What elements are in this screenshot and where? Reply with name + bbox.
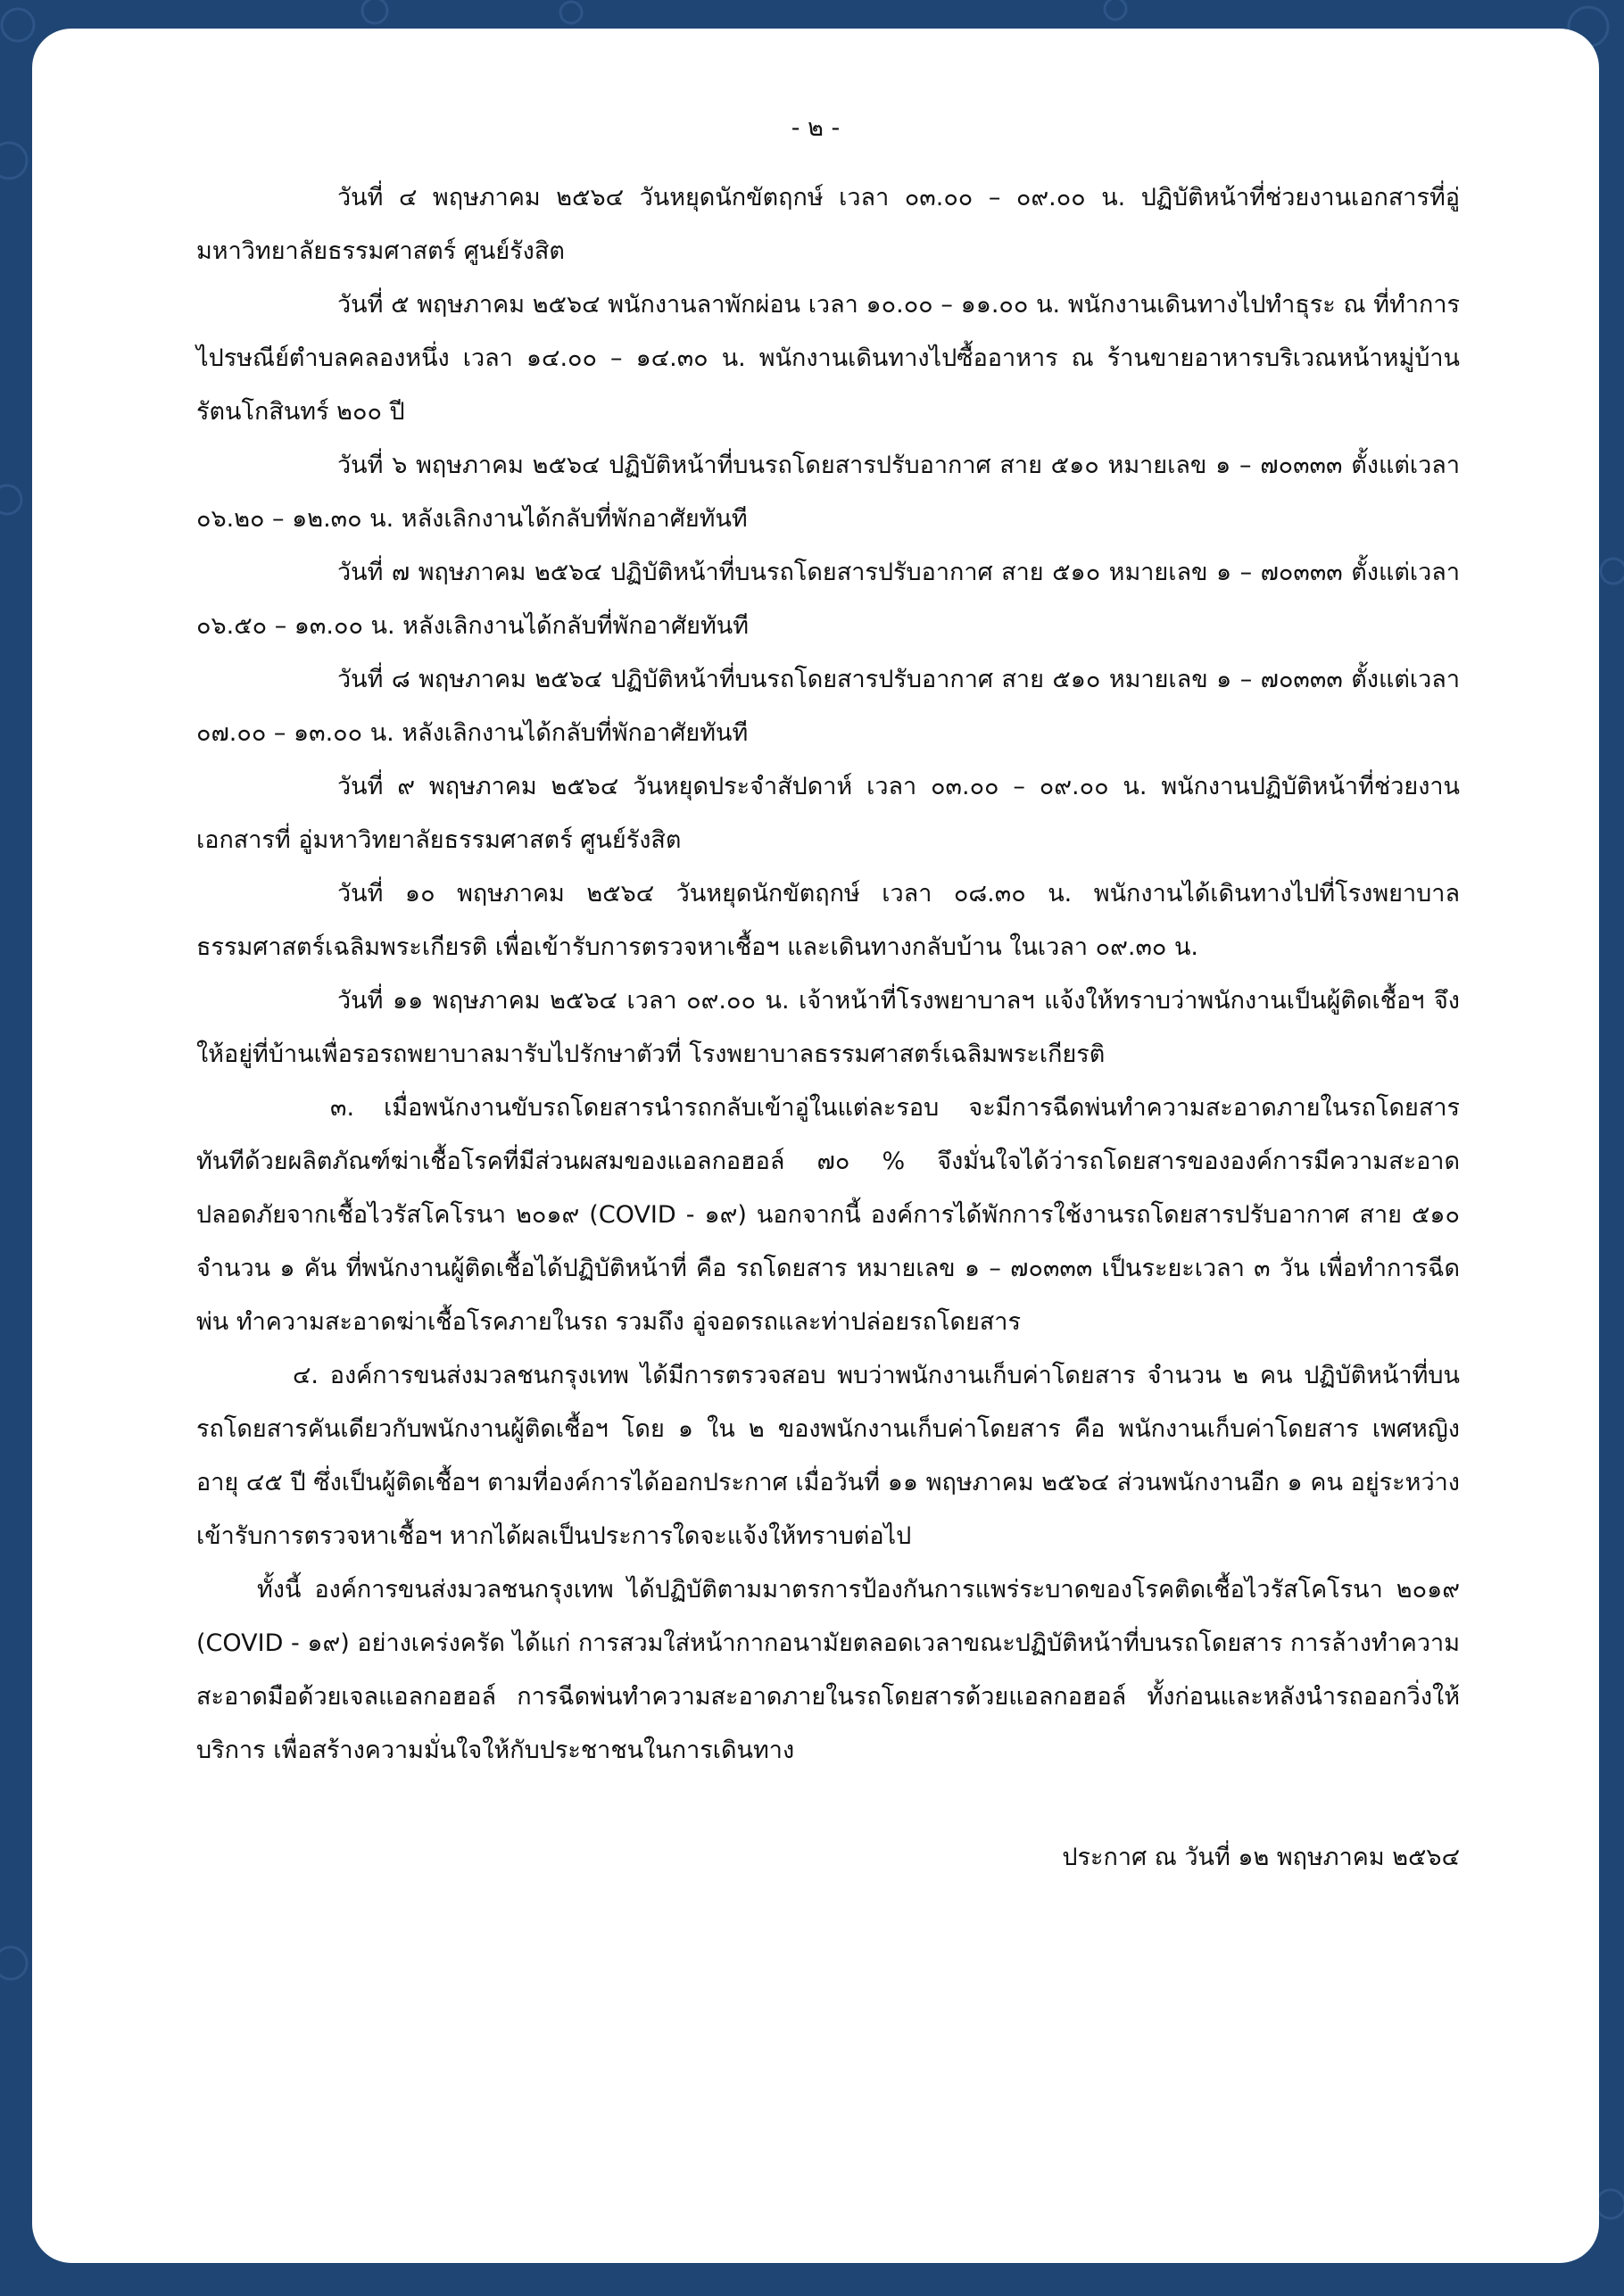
paragraph: วันที่ ๑๑ พฤษภาคม ๒๕๖๔ เวลา ๐๙.๐๐ น. เจ้าหน้าที่โรงพยาบาลฯ แจ้งให้ทราบว่าพนักงานเป็นผู้ติดเชื้อฯ จึงให้อยู่ที่บ้านเพื่อรอรถพยาบาลมารับไปรักษาตัวที่ โรงพยาบาลธรรมศาสตร์เฉลิมพระเกียรติ <box>196 987 1460 1068</box>
paragraph-section-4: ๔. องค์การขนส่งมวลชนกรุงเทพ ได้มีการตรวจสอบ พบว่าพนักงานเก็บค่าโดยสาร จำนวน ๒ คน ปฏิบัติหน้าที่บนรถโดยสารคันเดียวกับพนักงานผู้ติดเชื้อฯ โดย ๑ ใน ๒ ของพนักงานเก็บค่าโดยสาร คือ พนักงานเก็บค่าโดยสาร เพศหญิง อายุ ๔๕ ปี ซึ่งเป็นผู้ติดเชื้อฯ ตามที่องค์การได้ออกประกาศ เมื่อวันที่ ๑๑ พฤษภาคม ๒๕๖๔ ส่วนพนักงานอีก ๑ คน อยู่ระหว่างเข้ารับการตรวจหาเชื้อฯ หากได้ผลเป็นประการใดจะแจ้งให้ทราบต่อไป <box>196 1362 1460 1550</box>
paragraph: วันที่ ๗ พฤษภาคม ๒๕๖๔ ปฏิบัติหน้าที่บนรถโดยสารปรับอากาศ สาย ๕๑๐ หมายเลข ๑ – ๗๐๓๓๓ ตั้งแต่เวลา ๐๖.๕๐ – ๑๓.๐๐ น. หลังเลิกงานได้กลับที่พักอาศัยทันที <box>196 559 1460 640</box>
paragraph: วันที่ ๙ พฤษภาคม ๒๕๖๔ วันหยุดประจำสัปดาห์ เวลา ๐๓.๐๐ – ๐๙.๐๐ น. พนักงานปฏิบัติหน้าที่ช่วยงานเอกสารที่ อู่มหาวิทยาลัยธรรมศาสตร์ ศูนย์รังสิต <box>196 773 1460 854</box>
announcement-date: ประกาศ ณ วันที่ ๑๒ พฤษภาคม ๒๕๖๔ <box>1062 1844 1460 1871</box>
paragraph-closing: ทั้งนี้ องค์การขนส่งมวลชนกรุงเทพ ได้ปฏิบัติตามมาตรการป้องกันการแพร่ระบาดของโรคติดเชื้อไวรัสโคโรนา ๒๐๑๙ (COVID - ๑๙) อย่างเคร่งครัด ได้แก่ การสวมใส่หน้ากากอนามัยตลอดเวลาขณะปฏิบัติหน้าที่บนรถโดยสาร การล้างทำความสะอาดมือด้วยเจลแอลกอฮอล์ การฉีดพ่นทำความสะอาดภายในรถโดยสารด้วยแอลกอฮอล์ ทั้งก่อนและหลังนำรถออกวิ่งให้บริการ เพื่อสร้างความมั่นใจให้กับประชาชนในการเดินทาง <box>196 1576 1460 1764</box>
paragraph: วันที่ ๔ พฤษภาคม ๒๕๖๔ วันหยุดนักขัตฤกษ์ เวลา ๐๓.๐๐ – ๐๙.๐๐ น. ปฏิบัติหน้าที่ช่วยงานเอกสารที่อู่มหาวิทยาลัยธรรมศาสตร์ ศูนย์รังสิต <box>196 184 1460 265</box>
document-page <box>32 29 1599 2263</box>
paragraph: วันที่ ๑๐ พฤษภาคม ๒๕๖๔ วันหยุดนักขัตฤกษ์ เวลา ๐๘.๓๐ น. พนักงานได้เดินทางไปที่โรงพยาบาลธรรมศาสตร์เฉลิมพระเกียรติ เพื่อเข้ารับการตรวจหาเชื้อฯ และเดินทางกลับบ้าน ในเวลา ๐๙.๓๐ น. <box>196 880 1460 961</box>
paragraph-section-3: ๓. เมื่อพนักงานขับรถโดยสารนำรถกลับเข้าอู่ในแต่ละรอบ จะมีการฉีดพ่นทำความสะอาดภายในรถโดยสารทันทีด้วยผลิตภัณฑ์ฆ่าเชื้อโรคที่มีส่วนผสมของแอลกอฮอล์ ๗๐ % จึงมั่นใจได้ว่ารถโดยสารขององค์การมีความสะอาด ปลอดภัยจากเชื้อไวรัสโคโรนา ๒๐๑๙ (COVID - ๑๙) นอกจากนี้ องค์การได้พักการใช้งานรถโดยสารปรับอากาศ สาย ๕๑๐ จำนวน ๑ คัน ที่พนักงานผู้ติดเชื้อได้ปฏิบัติหน้าที่ คือ รถโดยสาร หมายเลข ๑ – ๗๐๓๓๓ เป็นระยะเวลา ๓ วัน เพื่อทำการฉีดพ่น ทำความสะอาดฆ่าเชื้อโรคภายในรถ รวมถึง อู่จอดรถและท่าปล่อยรถโดยสาร <box>196 1094 1460 1336</box>
paragraph: วันที่ ๕ พฤษภาคม ๒๕๖๔ พนักงานลาพักผ่อน เวลา ๑๐.๐๐ – ๑๑.๐๐ น. พนักงานเดินทางไปทำธุระ ณ ที่ทำการไปรษณีย์ตำบลคลองหนึ่ง เวลา ๑๔.๐๐ – ๑๔.๓๐ น. พนักงานเดินทางไปซื้ออาหาร ณ ร้านขายอาหารบริเวณหน้าหมู่บ้านรัตนโกสินทร์ ๒๐๐ ปี <box>196 291 1460 426</box>
document-body <box>196 171 1460 1885</box>
spacer <box>196 1778 1460 1831</box>
page-number: - ๒ - <box>791 114 841 142</box>
paragraph: วันที่ ๘ พฤษภาคม ๒๕๖๔ ปฏิบัติหน้าที่บนรถโดยสารปรับอากาศ สาย ๕๑๐ หมายเลข ๑ – ๗๐๓๓๓ ตั้งแต่เวลา ๐๗.๐๐ – ๑๓.๐๐ น. หลังเลิกงานได้กลับที่พักอาศัยทันที <box>196 666 1460 747</box>
paragraph: วันที่ ๖ พฤษภาคม ๒๕๖๔ ปฏิบัติหน้าที่บนรถโดยสารปรับอากาศ สาย ๕๑๐ หมายเลข ๑ – ๗๐๓๓๓ ตั้งแต่เวลา ๐๖.๒๐ – ๑๒.๓๐ น. หลังเลิกงานได้กลับที่พักอาศัยทันที <box>196 452 1460 533</box>
